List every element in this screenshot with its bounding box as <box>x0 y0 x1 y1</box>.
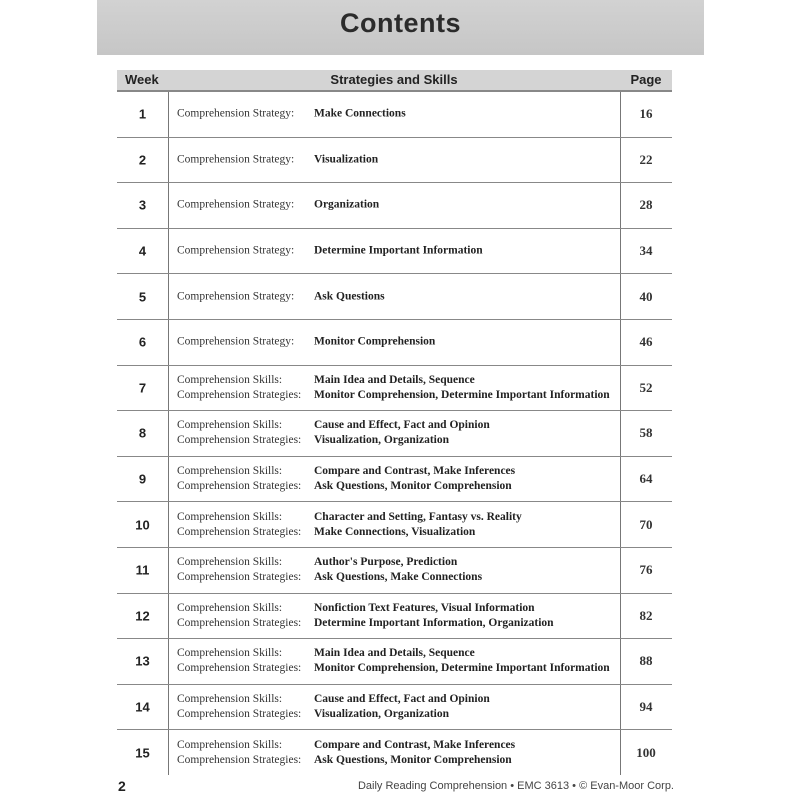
skill-label: Comprehension Skills: <box>177 465 283 478</box>
skill-value: Compare and Contrast, Make Inferences <box>314 739 516 752</box>
skill-value: Determine Important Information, Organization <box>314 616 554 629</box>
week-number: 14 <box>135 699 150 715</box>
skill-value: Cause and Effect, Fact and Opinion <box>314 419 490 432</box>
page-ref[interactable]: 76 <box>639 562 653 578</box>
table-row <box>117 457 672 503</box>
skill-label: Comprehension Strategy: <box>177 290 295 303</box>
skill-label: Comprehension Strategies: <box>177 480 302 493</box>
skill-value: Main Idea and Details, Sequence <box>314 373 475 386</box>
skills-cell <box>177 152 378 167</box>
skill-label: Comprehension Skills: <box>177 419 283 432</box>
week-number: 5 <box>138 289 147 305</box>
skill-value: Monitor Comprehension, Determine Important Information <box>314 388 610 401</box>
week-number: 15 <box>135 745 150 761</box>
skill-line <box>177 152 378 167</box>
week-number: 3 <box>138 197 147 213</box>
week-number: 9 <box>138 471 147 487</box>
skill-value: Nonfiction Text Features, Visual Information <box>314 601 535 614</box>
skills-cell <box>177 738 515 768</box>
skill-label: Comprehension Strategy: <box>177 335 295 348</box>
skill-line <box>177 525 522 540</box>
week-number: 4 <box>138 243 147 259</box>
table-row <box>117 730 672 776</box>
table-row <box>117 411 672 457</box>
skill-label: Comprehension Strategies: <box>177 708 302 721</box>
skill-line <box>177 646 610 661</box>
skill-label: Comprehension Strategies: <box>177 754 302 767</box>
page-ref[interactable]: 52 <box>639 379 653 395</box>
page-ref[interactable]: 64 <box>639 471 653 487</box>
skill-value: Ask Questions, Monitor Comprehension <box>314 754 512 767</box>
skill-value: Determine Important Information <box>314 244 483 257</box>
skill-line <box>177 570 482 585</box>
page-ref[interactable]: 40 <box>639 288 653 304</box>
page-ref[interactable]: 70 <box>639 516 653 532</box>
skill-label: Comprehension Strategy: <box>177 107 295 120</box>
header-skills: Strategies and Skills <box>330 72 458 87</box>
skill-value: Character and Setting, Fantasy vs. Reality <box>314 510 522 523</box>
skill-label: Comprehension Strategies: <box>177 662 302 675</box>
table-row <box>117 229 672 275</box>
skill-line <box>177 107 406 122</box>
skills-cell <box>177 555 482 585</box>
contents-table <box>117 70 672 776</box>
skill-label: Comprehension Skills: <box>177 556 283 569</box>
table-header <box>117 70 672 92</box>
title-banner <box>97 0 704 55</box>
skill-value: Visualization <box>314 153 379 166</box>
skills-cell <box>177 198 379 213</box>
skills-cell <box>177 601 554 631</box>
table-row <box>117 92 672 138</box>
skill-label: Comprehension Strategy: <box>177 244 295 257</box>
skill-line <box>177 661 610 676</box>
page-ref[interactable]: 88 <box>639 653 653 669</box>
skill-line <box>177 198 379 213</box>
skill-label: Comprehension Skills: <box>177 739 283 752</box>
skill-line <box>177 692 490 707</box>
week-number: 12 <box>135 608 150 624</box>
page-ref[interactable]: 100 <box>636 745 656 761</box>
skill-line <box>177 738 515 753</box>
skill-line <box>177 555 482 570</box>
skill-value: Ask Questions, Monitor Comprehension <box>314 480 512 493</box>
skill-label: Comprehension Strategy: <box>177 198 295 211</box>
skill-value: Monitor Comprehension <box>314 335 436 348</box>
page-ref[interactable]: 94 <box>639 699 653 715</box>
skill-label: Comprehension Strategies: <box>177 434 302 447</box>
table-row <box>117 366 672 412</box>
skill-line <box>177 464 515 479</box>
skill-value: Compare and Contrast, Make Inferences <box>314 465 516 478</box>
skills-cell <box>177 418 490 448</box>
footer-credit: Daily Reading Comprehension • EMC 3613 • © Evan-Moor Corp. <box>357 780 674 792</box>
table-row <box>117 502 672 548</box>
table-row <box>117 685 672 731</box>
skill-label: Comprehension Skills: <box>177 647 283 660</box>
header-page: Page <box>630 72 662 87</box>
page-ref[interactable]: 82 <box>639 607 653 623</box>
skill-label: Comprehension Skills: <box>177 510 283 523</box>
skills-cell <box>177 510 522 540</box>
table-row <box>117 639 672 685</box>
skill-value: Cause and Effect, Fact and Opinion <box>314 693 490 706</box>
skill-label: Comprehension Strategies: <box>177 388 302 401</box>
skill-value: Ask Questions, Make Connections <box>314 571 483 584</box>
skill-line <box>177 753 515 768</box>
skill-line <box>177 418 490 433</box>
skill-label: Comprehension Strategies: <box>177 571 302 584</box>
skills-cell <box>177 373 610 403</box>
skill-label: Comprehension Strategies: <box>177 616 302 629</box>
week-number: 11 <box>135 562 150 578</box>
skill-label: Comprehension Skills: <box>177 373 283 386</box>
skill-line <box>177 335 435 350</box>
week-number: 1 <box>138 106 147 122</box>
page-number: 2 <box>118 778 126 794</box>
skill-value: Main Idea and Details, Sequence <box>314 647 475 660</box>
skill-value: Organization <box>314 198 380 211</box>
skill-value: Ask Questions <box>314 290 385 303</box>
skill-line <box>177 707 490 722</box>
skill-line <box>177 388 610 403</box>
week-number: 13 <box>135 653 150 669</box>
skill-label: Comprehension Strategies: <box>177 525 302 538</box>
week-number: 7 <box>138 380 147 396</box>
skill-line <box>177 601 554 616</box>
table-row <box>117 138 672 184</box>
skill-line <box>177 244 483 259</box>
skill-value: Monitor Comprehension, Determine Important Information <box>314 662 610 675</box>
skill-line <box>177 616 554 631</box>
skills-cell <box>177 244 483 259</box>
week-number: 8 <box>138 425 147 441</box>
header-week: Week <box>125 72 159 87</box>
table-row <box>117 183 672 229</box>
table-row <box>117 594 672 640</box>
table-row <box>117 320 672 366</box>
skills-cell <box>177 335 435 350</box>
page-title: Contents <box>340 8 461 38</box>
skills-cell <box>177 289 385 304</box>
table-row <box>117 274 672 320</box>
skill-label: Comprehension Skills: <box>177 601 283 614</box>
skill-line <box>177 373 610 388</box>
skill-value: Visualization, Organization <box>314 708 450 721</box>
page-ref[interactable]: 58 <box>639 425 653 441</box>
page-ref[interactable]: 34 <box>639 243 653 259</box>
skill-line <box>177 479 515 494</box>
page-ref[interactable]: 22 <box>639 151 653 167</box>
page-ref[interactable]: 28 <box>639 197 653 213</box>
skills-cell <box>177 107 406 122</box>
skill-value: Make Connections, Visualization <box>314 525 476 538</box>
skill-value: Make Connections <box>314 107 406 120</box>
skill-value: Author's Purpose, Prediction <box>314 556 458 569</box>
week-number: 2 <box>138 152 147 168</box>
skill-label: Comprehension Skills: <box>177 693 283 706</box>
skills-cell <box>177 646 610 676</box>
skill-line <box>177 510 522 525</box>
skill-label: Comprehension Strategy: <box>177 153 295 166</box>
skills-cell <box>177 692 490 722</box>
skill-line <box>177 433 490 448</box>
page-ref[interactable]: 46 <box>639 334 653 350</box>
skill-line <box>177 289 385 304</box>
skill-value: Visualization, Organization <box>314 434 450 447</box>
page-ref[interactable]: 16 <box>639 106 653 122</box>
week-number: 6 <box>138 334 147 350</box>
table-row <box>117 548 672 594</box>
skills-cell <box>177 464 515 494</box>
table-body <box>117 92 672 776</box>
week-number: 10 <box>135 517 150 533</box>
